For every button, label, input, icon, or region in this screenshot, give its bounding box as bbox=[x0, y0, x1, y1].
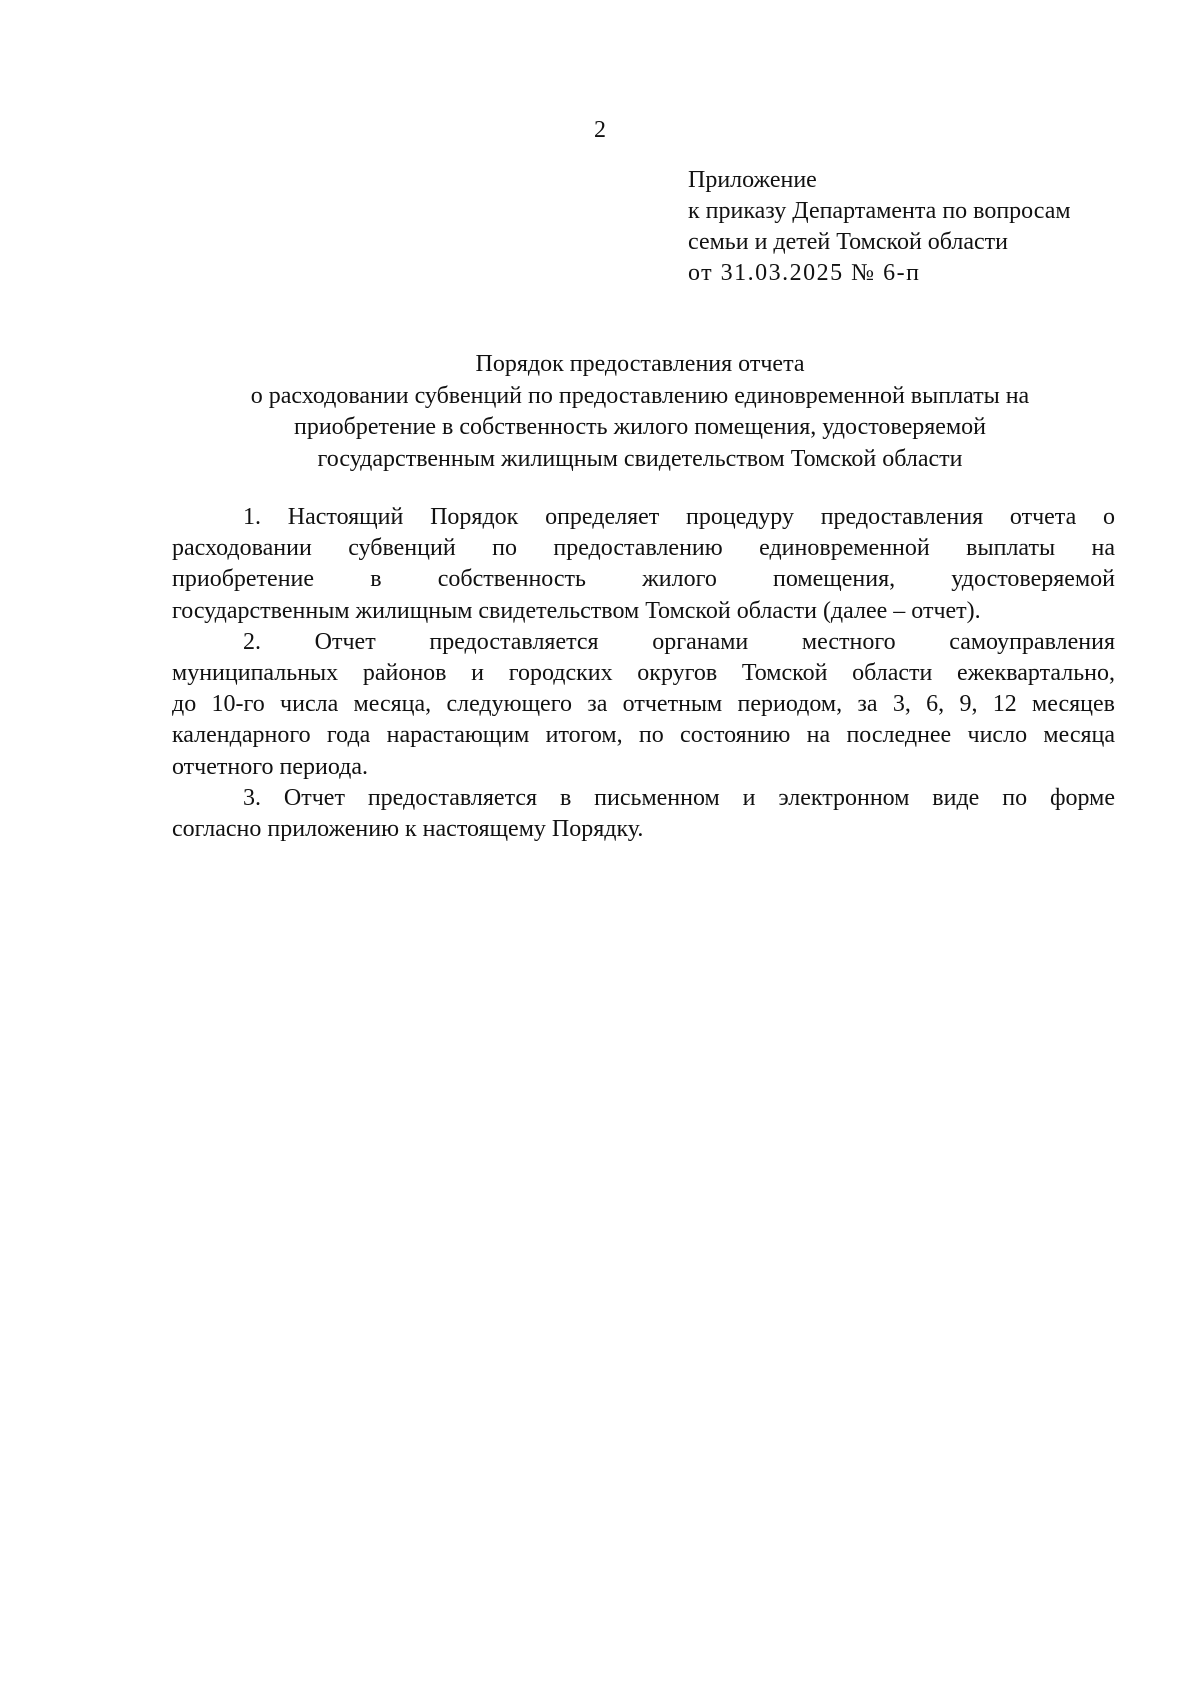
title-line: приобретение в собственность жилого помещения, удостоверяемой bbox=[293, 414, 986, 440]
title-line: о расходовании субвенций по предоставлению единовременной выплаты на bbox=[250, 382, 1030, 409]
paragraph-1 bbox=[172, 502, 1115, 627]
appendix-order-date-number: от 31.03.2025 № 6-п bbox=[688, 260, 921, 286]
appendix-department: семьи и детей Томской области bbox=[688, 229, 1009, 255]
paragraph-3 bbox=[172, 783, 1115, 845]
document-title bbox=[160, 349, 1120, 475]
text-line: 1. Настоящий Порядок определяет процедуру предоставления отчета о bbox=[243, 504, 1115, 530]
text-line: до 10-го числа месяца, следующего за отчетным периодом, за 3, 6, 9, 12 месяцев bbox=[172, 691, 1115, 718]
text-line: календарного года нарастающим итогом, по состоянию на последнее число месяца bbox=[172, 722, 1115, 749]
text-line: отчетного периода. bbox=[172, 753, 368, 780]
text-line: муниципальных районов и городских округов Томской области ежеквартально, bbox=[172, 659, 1115, 686]
paragraph-2 bbox=[172, 627, 1115, 783]
text-line: 2. Отчет предоставляется органами местного самоуправления bbox=[243, 628, 1115, 655]
appendix-reference: к приказу Департамента по вопросам bbox=[688, 198, 1071, 224]
appendix-title: Приложение bbox=[688, 167, 817, 193]
title-line: Порядок предоставления отчета bbox=[475, 351, 805, 377]
text-line: расходовании субвенций по предоставлению единовременной выплаты на bbox=[172, 535, 1115, 562]
appendix-header bbox=[688, 165, 1168, 289]
text-line: 3. Отчет предоставляется в письменном и электронном виде по форме bbox=[243, 784, 1115, 811]
title-line: государственным жилищным свидетельством Томской области bbox=[317, 445, 963, 472]
text-line: согласно приложению к настоящему Порядку. bbox=[172, 815, 644, 842]
text-line: приобретение в собственность жилого помещения, удостоверяемой bbox=[172, 566, 1115, 593]
text-line: государственным жилищным свидетельством Томской области (далее – отчет). bbox=[172, 597, 981, 624]
document-body bbox=[172, 502, 1115, 845]
page-number: 2 bbox=[594, 117, 606, 143]
